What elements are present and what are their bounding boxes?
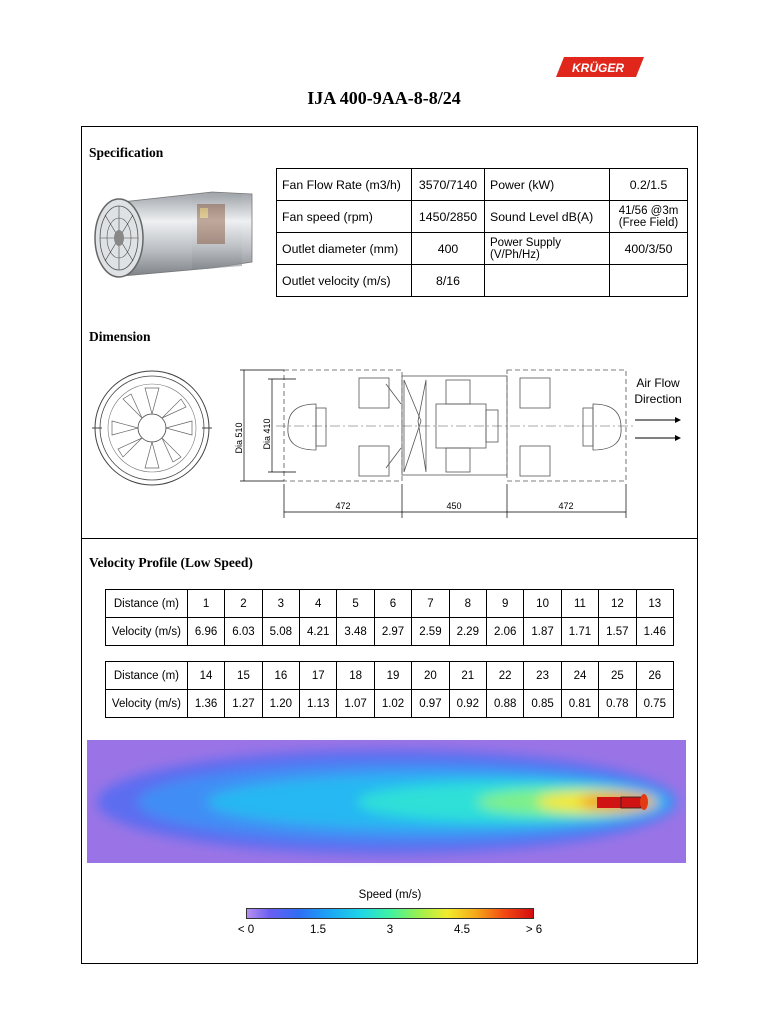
- spec-value: 8/16: [412, 265, 485, 297]
- page-title: IJA 400-9AA-8-8/24: [307, 88, 461, 108]
- velocity-cell: 0.75: [636, 690, 673, 718]
- distance-cell: 14: [187, 662, 224, 690]
- airflow-label-line: Direction: [634, 392, 682, 406]
- front-view-drawing: [90, 366, 214, 490]
- svg-text:KRÜGER: KRÜGER: [571, 61, 625, 75]
- legend-tick: 3: [386, 924, 394, 936]
- distance-row: [106, 590, 674, 618]
- distance-cell: 13: [636, 590, 673, 618]
- airflow-label-line: Air Flow: [636, 376, 680, 390]
- distance-cell: 11: [561, 590, 598, 618]
- velocity-cell: 0.88: [486, 690, 523, 718]
- distance-cell: 17: [300, 662, 337, 690]
- spec-value: 1450/2850: [412, 201, 485, 233]
- velocity-header: Velocity (m/s): [106, 618, 188, 646]
- specification-table: [276, 168, 688, 297]
- velocity-cell: 1.57: [599, 618, 636, 646]
- spec-label: Fan Flow Rate (m3/h): [277, 169, 412, 201]
- velocity-cell: 1.71: [561, 618, 598, 646]
- section-divider: [81, 538, 698, 539]
- distance-cell: 6: [374, 590, 411, 618]
- velocity-cell: 1.27: [225, 690, 262, 718]
- kruger-logo: [556, 55, 644, 79]
- spec-row: [277, 169, 688, 201]
- dia-inner-label: Dia 410: [262, 418, 272, 450]
- airflow-label: [628, 375, 688, 407]
- velocity-cell: 6.96: [187, 618, 224, 646]
- distance-cell: 10: [524, 590, 561, 618]
- distance-cell: 19: [374, 662, 411, 690]
- velocity-cell: 1.36: [187, 690, 224, 718]
- legend-ticks: [228, 924, 552, 938]
- spec-label: [485, 265, 610, 297]
- specification-heading: Specification: [89, 145, 164, 160]
- velocity-cell: 1.07: [337, 690, 374, 718]
- velocity-cell: 0.92: [449, 690, 486, 718]
- velocity-row: [106, 618, 674, 646]
- spec-label: Sound Level dB(A): [485, 201, 610, 233]
- velocity-profile-heading: Velocity Profile (Low Speed): [89, 555, 253, 570]
- distance-cell: 23: [524, 662, 561, 690]
- legend-tick: > 6: [525, 924, 543, 936]
- side-view-drawing: [236, 366, 634, 522]
- velocity-cell: 2.29: [449, 618, 486, 646]
- velocity-cell: 0.97: [412, 690, 449, 718]
- distance-cell: 8: [449, 590, 486, 618]
- velocity-cell: 1.87: [524, 618, 561, 646]
- spec-value: 0.2/1.5: [610, 169, 688, 201]
- fan-photo: [92, 182, 260, 288]
- distance-cell: 1: [187, 590, 224, 618]
- dimension-heading: Dimension: [89, 329, 151, 344]
- velocity-cell: 2.97: [374, 618, 411, 646]
- velocity-cell: 6.03: [225, 618, 262, 646]
- legend-title: Speed (m/s): [358, 889, 422, 901]
- velocity-cell: 3.48: [337, 618, 374, 646]
- distance-cell: 4: [300, 590, 337, 618]
- spec-label: Fan speed (rpm): [277, 201, 412, 233]
- spec-row: [277, 265, 688, 297]
- distance-cell: 15: [225, 662, 262, 690]
- velocity-cell: 1.13: [300, 690, 337, 718]
- spec-value: 400/3/50: [610, 233, 688, 265]
- spec-row: [277, 233, 688, 265]
- distance-cell: 26: [636, 662, 673, 690]
- distance-cell: 24: [561, 662, 598, 690]
- velocity-row: [106, 690, 674, 718]
- distance-cell: 18: [337, 662, 374, 690]
- spec-value: [610, 265, 688, 297]
- velocity-contour-plot: [87, 740, 686, 863]
- distance-cell: 22: [486, 662, 523, 690]
- velocity-cell: 4.21: [300, 618, 337, 646]
- distance-cell: 7: [412, 590, 449, 618]
- velocity-cell: 1.02: [374, 690, 411, 718]
- spec-label: Power Supply (V/Ph/Hz): [485, 233, 610, 265]
- legend-colorbar: [246, 908, 534, 919]
- velocity-table-2: [105, 661, 674, 718]
- distance-cell: 16: [262, 662, 299, 690]
- spec-value: 400: [412, 233, 485, 265]
- spec-label: Outlet diameter (mm): [277, 233, 412, 265]
- distance-cell: 3: [262, 590, 299, 618]
- length-label: 472: [335, 501, 351, 511]
- velocity-cell: 1.20: [262, 690, 299, 718]
- spec-value: 41/56 @3m (Free Field): [610, 201, 688, 233]
- distance-cell: 12: [599, 590, 636, 618]
- velocity-cell: 2.06: [486, 618, 523, 646]
- distance-cell: 5: [337, 590, 374, 618]
- legend-tick: 4.5: [454, 924, 470, 936]
- distance-header: Distance (m): [106, 590, 188, 618]
- distance-cell: 25: [599, 662, 636, 690]
- distance-header: Distance (m): [106, 662, 188, 690]
- velocity-cell: 0.85: [524, 690, 561, 718]
- velocity-cell: 0.78: [599, 690, 636, 718]
- legend-tick: 1.5: [310, 924, 326, 936]
- spec-label: Outlet velocity (m/s): [277, 265, 412, 297]
- airflow-arrows-icon: [633, 412, 683, 446]
- spec-label: Power (kW): [485, 169, 610, 201]
- dia-outer-label: Dia 510: [234, 422, 244, 454]
- distance-cell: 20: [412, 662, 449, 690]
- distance-row: [106, 662, 674, 690]
- distance-cell: 2: [225, 590, 262, 618]
- spec-row: [277, 201, 688, 233]
- spec-value: 3570/7140: [412, 169, 485, 201]
- velocity-table-1: [105, 589, 674, 646]
- distance-cell: 9: [486, 590, 523, 618]
- velocity-cell: 1.46: [636, 618, 673, 646]
- length-label: 472: [558, 501, 574, 511]
- legend-tick: < 0: [237, 924, 255, 936]
- velocity-cell: 0.81: [561, 690, 598, 718]
- velocity-cell: 2.59: [412, 618, 449, 646]
- length-label: 450: [446, 501, 462, 511]
- velocity-cell: 5.08: [262, 618, 299, 646]
- velocity-header: Velocity (m/s): [106, 690, 188, 718]
- distance-cell: 21: [449, 662, 486, 690]
